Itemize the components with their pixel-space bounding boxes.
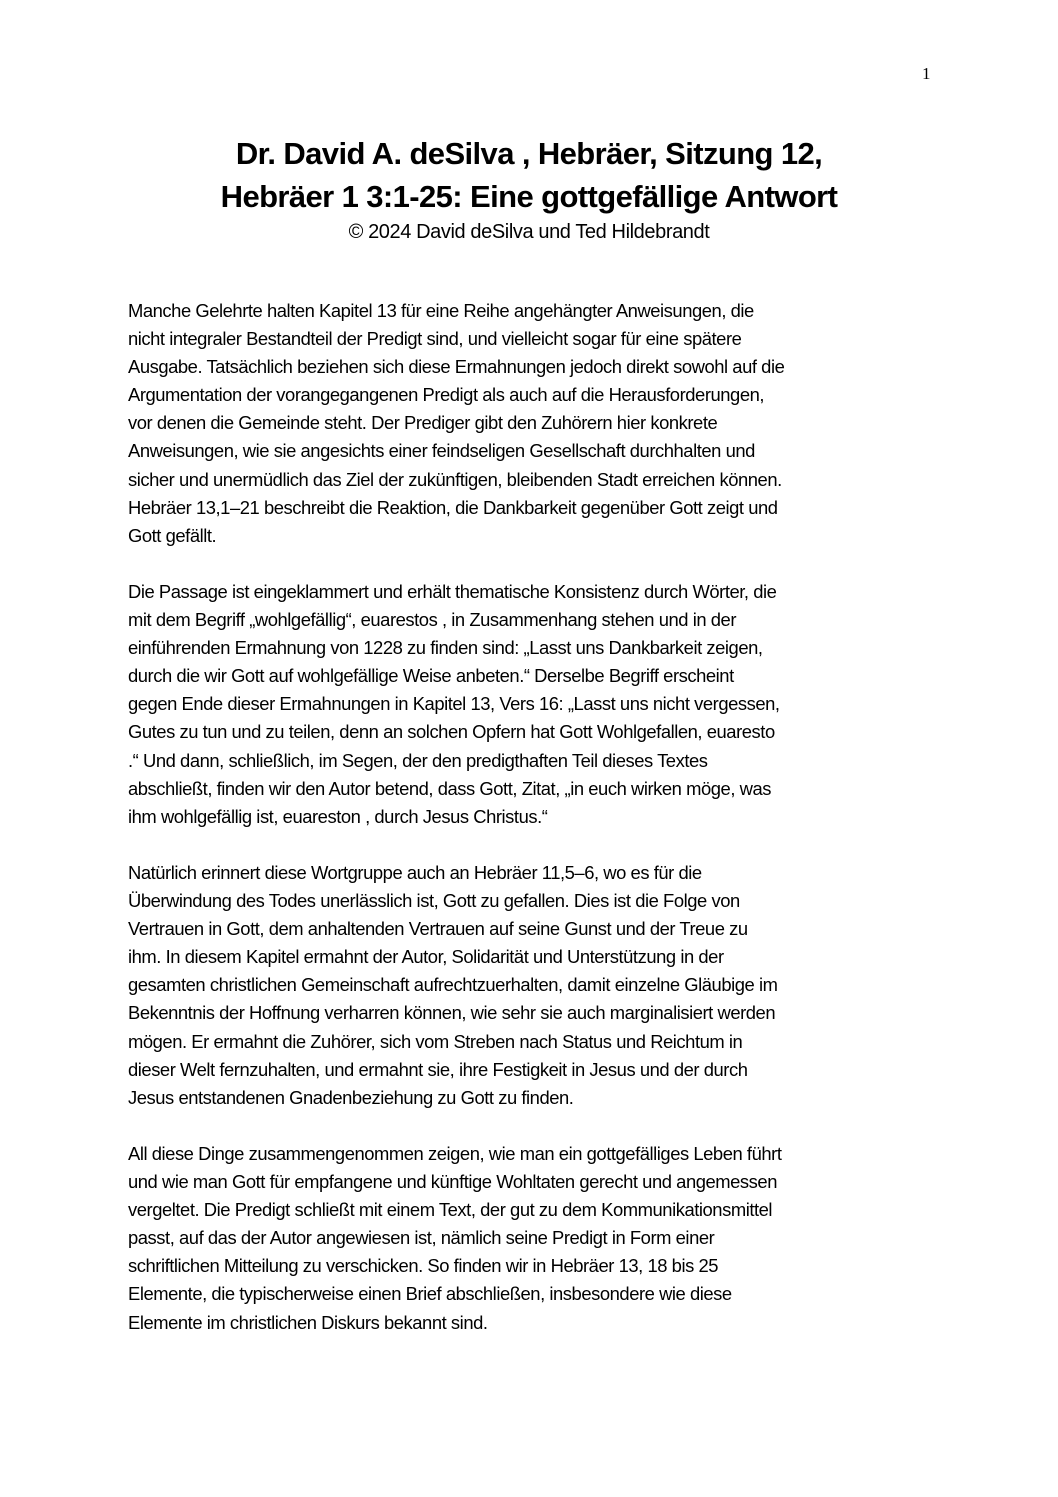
paragraph-line: Anweisungen, wie sie angesichts einer feindseligen Gesellschaft durchhalten und xyxy=(128,440,755,462)
paragraph-line: .“ Und dann, schließlich, im Segen, der den predigthaften Teil dieses Textes xyxy=(128,749,708,771)
paragraph-line: Die Passage ist eingeklammert und erhält thematische Konsistenz durch Wörter, die xyxy=(128,581,777,602)
paragraph-line: ihm wohlgefällig ist, euareston , durch Jesus Christus.“ xyxy=(128,805,548,827)
document-title-line-1: Dr. David A. deSilva , Hebräer, Sitzung 12, xyxy=(235,136,823,171)
paragraph-line: mit dem Begriff „wohlgefällig“, euarestos , in Zusammenhang stehen und in der xyxy=(128,609,736,631)
paragraph-line: Überwindung des Todes unerlässlich ist, Gott zu gefallen. Dies ist die Folge von xyxy=(128,890,740,912)
paragraph-line: einführenden Ermahnung von 1228 zu finden sind: „Lasst uns Dankbarkeit zeigen, xyxy=(128,637,763,659)
paragraph-line: dieser Welt fernzuhalten, und ermahnt sie, ihre Festigkeit in Jesus und der durch xyxy=(128,1058,748,1080)
paragraph-line: Hebräer 13,1–21 beschreibt die Reaktion, die Dankbarkeit gegenüber Gott zeigt und xyxy=(128,496,778,518)
paragraph-line: nicht integraler Bestandteil der Predigt sind, und vielleicht sogar für eine spätere xyxy=(128,328,742,350)
paragraph-line: vergeltet. Die Predigt schließt mit einem Text, der gut zu dem Kommunikationsmittel xyxy=(128,1199,773,1221)
paragraph-line: Manche Gelehrte halten Kapitel 13 für eine Reihe angehängter Anweisungen, die xyxy=(128,300,754,321)
paragraph-line: Argumentation der vorangegangenen Predigt als auch auf die Herausforderungen, xyxy=(128,384,765,406)
paragraph-line: gegen Ende dieser Ermahnungen in Kapitel 13, Vers 16: „Lasst uns nicht vergessen, xyxy=(128,693,780,715)
paragraph-line: Gott gefällt. xyxy=(128,524,217,546)
paragraph-1 xyxy=(128,297,948,550)
paragraph-line: schriftlichen Mitteilung zu verschicken. So finden wir in Hebräer 13, 18 bis 25 xyxy=(128,1255,719,1277)
paragraph-line: sicher und unermüdlich das Ziel der zukünftigen, bleibenden Stadt erreichen können. xyxy=(128,468,782,490)
copyright-notice: © 2024 David deSilva und Ted Hildebrandt xyxy=(348,221,710,243)
paragraph-line: vor denen die Gemeinde steht. Der Prediger gibt den Zuhörern hier konkrete xyxy=(128,412,718,434)
paragraph-line: Elemente im christlichen Diskurs bekannt sind. xyxy=(128,1311,488,1333)
paragraph-line: ihm. In diesem Kapitel ermahnt der Autor, Solidarität und Unterstützung in der xyxy=(128,946,724,968)
paragraph-line: Bekenntnis der Hoffnung verharren können, wie sehr sie auch marginalisiert werden xyxy=(128,1002,776,1024)
paragraph-4 xyxy=(128,1140,948,1337)
page-number: 1 xyxy=(922,64,931,83)
paragraph-line: Natürlich erinnert diese Wortgruppe auch an Hebräer 11,5–6, wo es für die xyxy=(128,862,702,883)
paragraph-3 xyxy=(128,859,948,1112)
paragraph-line: abschließt, finden wir den Autor betend, dass Gott, Zitat, „in euch wirken möge, was xyxy=(128,777,771,799)
paragraph-line: Ausgabe. Tatsächlich beziehen sich diese Ermahnungen jedoch direkt sowohl auf die xyxy=(128,356,785,378)
paragraph-line: und wie man Gott für empfangene und künftige Wohltaten gerecht und angemessen xyxy=(128,1171,777,1193)
paragraph-line: Vertrauen in Gott, dem anhaltenden Vertrauen auf seine Gunst und der Treue zu xyxy=(128,918,748,940)
document-header xyxy=(0,132,1058,246)
paragraph-line: mögen. Er ermahnt die Zuhörer, sich vom Streben nach Status und Reichtum in xyxy=(128,1030,743,1052)
paragraph-line: gesamten christlichen Gemeinschaft aufrechtzuerhalten, damit einzelne Gläubige im xyxy=(128,974,778,996)
paragraph-line: durch die wir Gott auf wohlgefällige Weise anbeten.“ Derselbe Begriff erscheint xyxy=(128,665,734,687)
paragraph-line: Gutes zu tun und zu teilen, denn an solchen Opfern hat Gott Wohlgefallen, euaresto xyxy=(128,721,775,743)
paragraph-line: Elemente, die typischerweise einen Brief abschließen, insbesondere wie diese xyxy=(128,1283,732,1305)
paragraph-line: passt, auf das der Autor angewiesen ist, nämlich seine Predigt in Form einer xyxy=(128,1227,715,1249)
paragraph-line: Jesus entstandenen Gnadenbeziehung zu Gott zu finden. xyxy=(128,1086,574,1108)
document-title-line-2: Hebräer 1 3:1-25: Eine gottgefällige Antwort xyxy=(220,179,838,214)
paragraph-2 xyxy=(128,578,948,831)
paragraph-line: All diese Dinge zusammengenommen zeigen, wie man ein gottgefälliges Leben führt xyxy=(128,1143,782,1164)
